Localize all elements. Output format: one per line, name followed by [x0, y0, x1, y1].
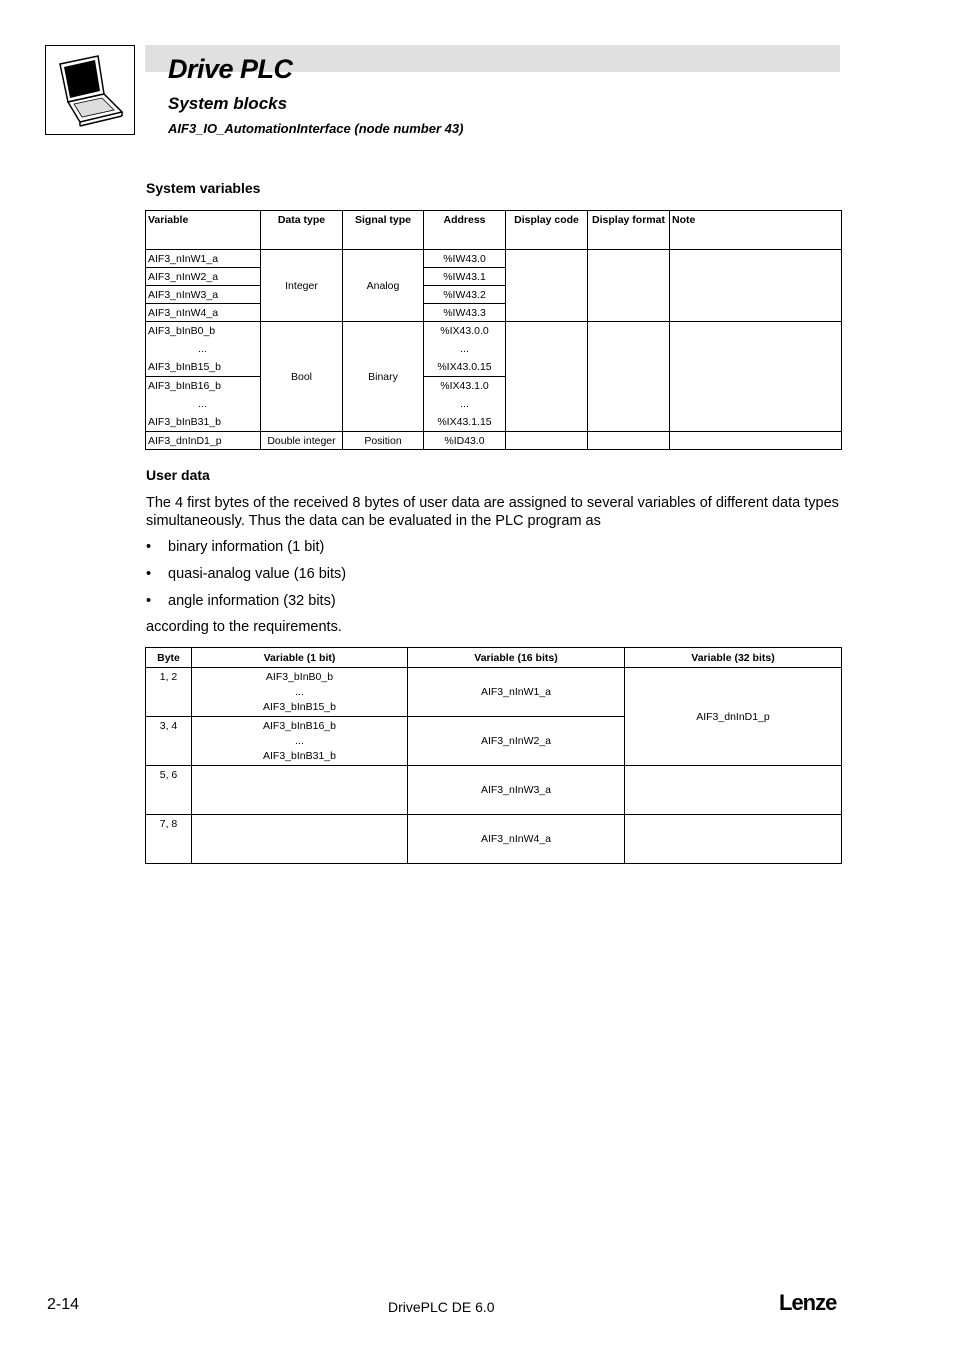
signal-type-cell: Position [343, 432, 424, 450]
column-header: Display format [588, 211, 670, 250]
variable-start: AIF3_bInB16_b [263, 720, 336, 732]
variable-16bit-cell: AIF3_nInW3_a [408, 766, 625, 815]
signal-type-cell: Analog [343, 250, 424, 322]
byte-cell: 3, 4 [146, 717, 192, 766]
ellipsis: ... [295, 686, 304, 698]
bullet-text: binary information (1 bit) [168, 539, 325, 555]
note-cell [670, 250, 842, 322]
address-cell [424, 377, 506, 432]
column-header: Variable (1 bit) [192, 648, 408, 668]
table-row [146, 815, 842, 864]
variable-cell [146, 377, 261, 432]
table-row [146, 250, 842, 268]
byte-cell: 7, 8 [146, 815, 192, 864]
bullet-item [146, 565, 346, 583]
table-row [146, 322, 842, 377]
bullet-dot-icon: • [146, 593, 152, 609]
address-cell: %IW43.3 [424, 304, 506, 322]
display-format-cell [588, 322, 670, 432]
variable-1bit-cell [192, 815, 408, 864]
table-header-row [146, 648, 842, 668]
closing-text: according to the requirements. [146, 619, 342, 635]
variable-16bit-cell: AIF3_nInW4_a [408, 815, 625, 864]
column-header: Byte [146, 648, 192, 668]
column-header: Data type [261, 211, 343, 250]
bullet-item [146, 592, 336, 610]
data-type-cell: Bool [261, 322, 343, 432]
variable-cell: AIF3_nInW4_a [146, 304, 261, 322]
variable-start: AIF3_bInB16_b [148, 380, 221, 392]
column-header: Variable (16 bits) [408, 648, 625, 668]
note-cell [670, 322, 842, 432]
variable-16bit-cell: AIF3_nInW1_a [408, 668, 625, 717]
variable-end: AIF3_bInB31_b [148, 416, 221, 428]
signal-type-cell: Binary [343, 322, 424, 432]
variable-cell: AIF3_nInW1_a [146, 250, 261, 268]
variable-end: AIF3_bInB31_b [263, 750, 336, 762]
variable-end: AIF3_bInB15_b [263, 701, 336, 713]
column-header: Variable (32 bits) [625, 648, 842, 668]
variable-end: AIF3_bInB15_b [148, 361, 221, 373]
brand-logo: Lenze [779, 1290, 837, 1315]
section-title-user-data: User data [146, 467, 210, 483]
variable-cell: AIF3_dnInD1_p [146, 432, 261, 450]
column-header: Note [670, 211, 842, 250]
variable-16bit-cell: AIF3_nInW2_a [408, 717, 625, 766]
bullet-dot-icon: • [146, 566, 152, 582]
address-cell: %ID43.0 [424, 432, 506, 450]
address-start: %IX43.0.0 [440, 325, 489, 337]
page-number: 2-14 [47, 1296, 80, 1313]
table-row [146, 766, 842, 815]
address-end: %IX43.0.15 [437, 361, 492, 373]
document-id: DrivePLC DE 6.0 [388, 1299, 495, 1315]
table-row [146, 432, 842, 450]
variable-1bit-cell [192, 766, 408, 815]
user-data-paragraph: The 4 first bytes of the received 8 bytes of user data are assigned to several variables of different data types simultaneously. Thus the data can be evaluated in the PLC program as [146, 495, 839, 529]
address-cell: %IW43.1 [424, 268, 506, 286]
address-cell: %IW43.2 [424, 286, 506, 304]
bullet-item [146, 538, 324, 556]
user-data-table [145, 647, 842, 864]
ellipsis: ... [295, 735, 304, 747]
ellipsis: ... [198, 343, 207, 355]
column-header: Variable [146, 211, 261, 250]
data-type-cell: Double integer [261, 432, 343, 450]
byte-cell: 1, 2 [146, 668, 192, 717]
page-subtitle: System blocks [168, 94, 288, 113]
variable-32bit-cell [625, 815, 842, 864]
address-start: %IX43.1.0 [440, 380, 489, 392]
display-code-cell [506, 322, 588, 432]
variable-1bit-cell [192, 668, 408, 717]
variable-start: AIF3_bInB0_b [265, 671, 334, 683]
display-format-cell [588, 432, 670, 450]
variable-cell: AIF3_nInW3_a [146, 286, 261, 304]
address-cell: %IW43.0 [424, 250, 506, 268]
address-end: %IX43.1.15 [437, 416, 492, 428]
variable-cell [146, 322, 261, 377]
variable-32bit-cell: AIF3_dnInD1_p [625, 668, 842, 766]
data-type-cell: Integer [261, 250, 343, 322]
byte-cell: 5, 6 [146, 766, 192, 815]
display-code-cell [506, 432, 588, 450]
column-header: Address [424, 211, 506, 250]
ellipsis: ... [460, 343, 469, 355]
laptop-icon-box [45, 45, 135, 135]
address-cell [424, 322, 506, 377]
note-cell [670, 432, 842, 450]
column-header: Display code [506, 211, 588, 250]
display-code-cell [506, 250, 588, 322]
bullet-text: angle information (32 bits) [168, 593, 336, 609]
variable-32bit-cell [625, 766, 842, 815]
page-title: Drive PLC [168, 54, 293, 84]
bullet-text: quasi-analog value (16 bits) [168, 566, 347, 582]
page-subsubtitle: AIF3_IO_AutomationInterface (node number 43) [168, 121, 464, 136]
section-title-system-variables: System variables [146, 180, 261, 196]
table-row [146, 668, 842, 717]
ellipsis: ... [198, 398, 207, 410]
system-variables-table [145, 210, 842, 450]
display-format-cell [588, 250, 670, 322]
laptop-icon [46, 46, 134, 134]
variable-1bit-cell [192, 717, 408, 766]
bullet-dot-icon: • [146, 539, 152, 555]
ellipsis: ... [460, 398, 469, 410]
column-header: Signal type [343, 211, 424, 250]
table-header-row [146, 211, 842, 250]
variable-start: AIF3_bInB0_b [148, 325, 216, 337]
variable-cell: AIF3_nInW2_a [146, 268, 261, 286]
